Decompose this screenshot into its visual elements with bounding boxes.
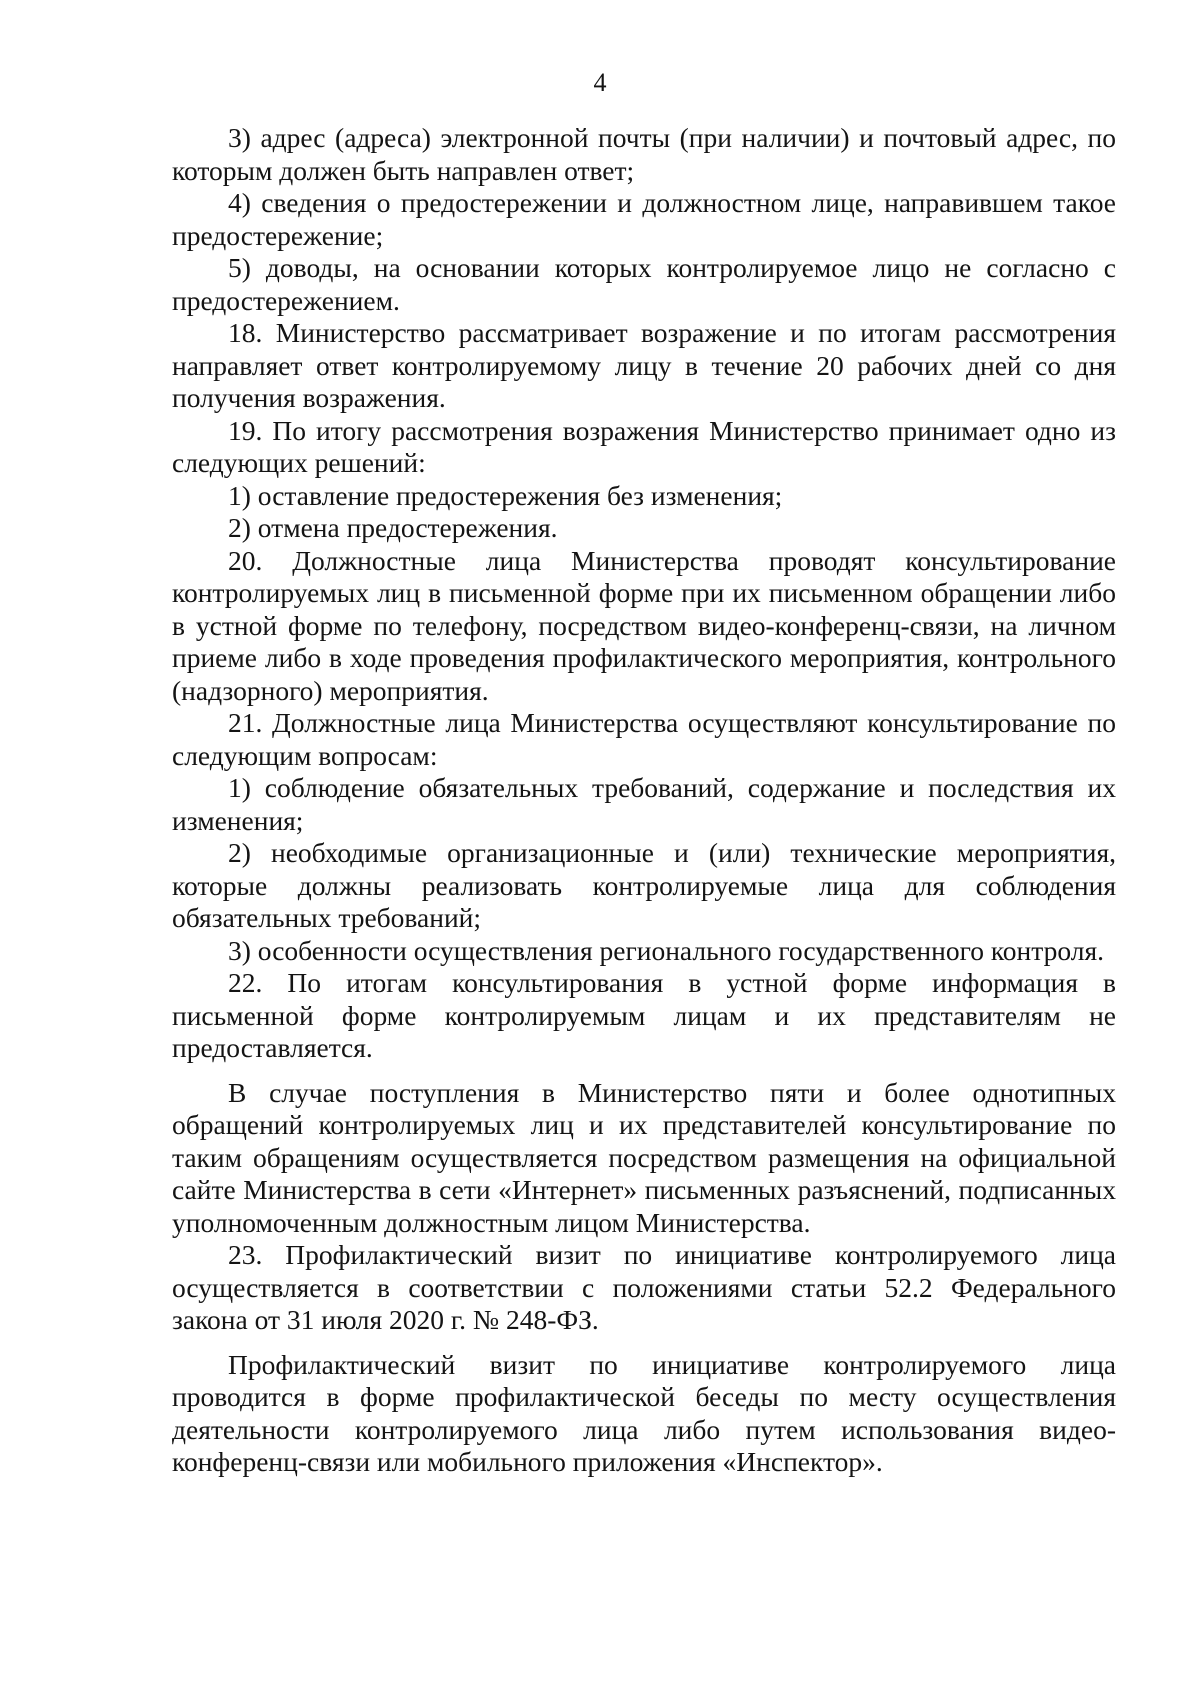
paragraph-21-item-3: 3) особенности осуществления регионального государственного контроля.	[228, 934, 1104, 966]
paragraph-23-continuation: Профилактический визит по инициативе контролируемого лица проводится в форме профилактической беседы по месту осуществления деятельности контролируемого лица либо путем использования видео-конференц-связи или мобильного приложения «Инспектор».	[172, 1348, 1116, 1477]
paragraph-item-3: 3) адрес (адреса) электронной почты (при наличии) и почтовый адрес, по которым должен быть направлен ответ;	[172, 122, 1116, 186]
paragraph-18: 18. Министерство рассматривает возражение и по итогам рассмотрения направляет ответ контролируемому лицу в течение 20 рабочих дней со дня получения возражения.	[172, 317, 1116, 413]
paragraph-21: 21. Должностные лица Министерства осуществляют консультирование по следующим вопросам:	[172, 707, 1116, 771]
paragraph-21-item-1: 1) соблюдение обязательных требований, содержание и последствия их изменения;	[172, 772, 1116, 836]
paragraph-19: 19. По итогу рассмотрения возражения Министерство принимает одно из следующих решений:	[172, 414, 1116, 478]
paragraph-item-5: 5) доводы, на основании которых контролируемое лицо не согласно с предостережением.	[172, 252, 1116, 316]
paragraph-item-4: 4) сведения о предостережении и должностном лице, направившем такое предостережение;	[172, 187, 1116, 251]
page-number: 4	[593, 68, 607, 97]
paragraph-22-continuation: В случае поступления в Министерство пяти и более однотипных обращений контролируемых лиц и их представителей консультирование по таким обращениям осуществляется посредством размещения на официальной сайте Министерства в сети «Интернет» письменных разъяснений, подписанных уполномоченным должностным лицом Министерства.	[172, 1076, 1116, 1238]
paragraph-20: 20. Должностные лица Министерства проводят консультирование контролируемых лиц в письменной форме при их письменном обращении либо в устной форме по телефону, посредством видео-конференц-связи, на личном приеме либо в ходе проведения профилактического мероприятия, контрольного (надзорного) мероприятия.	[172, 544, 1116, 706]
paragraph-19-item-2: 2) отмена предостережения.	[228, 512, 558, 543]
paragraph-21-item-2: 2) необходимые организационные и (или) технические мероприятия, которые должны реализовать контролируемые лица для соблюдения обязательных требований;	[172, 837, 1116, 933]
document-body	[172, 122, 1116, 1479]
paragraph-23: 23. Профилактический визит по инициативе контролируемого лица осуществляется в соответствии с положениями статьи 52.2 Федерального закона от 31 июля 2020 г. № 248-ФЗ.	[172, 1239, 1116, 1335]
paragraph-19-item-1: 1) оставление предостережения без изменения;	[228, 479, 783, 511]
paragraph-22: 22. По итогам консультирования в устной форме информация в письменной форме контролируемым лицам и их представителям не предоставляется.	[172, 967, 1116, 1063]
